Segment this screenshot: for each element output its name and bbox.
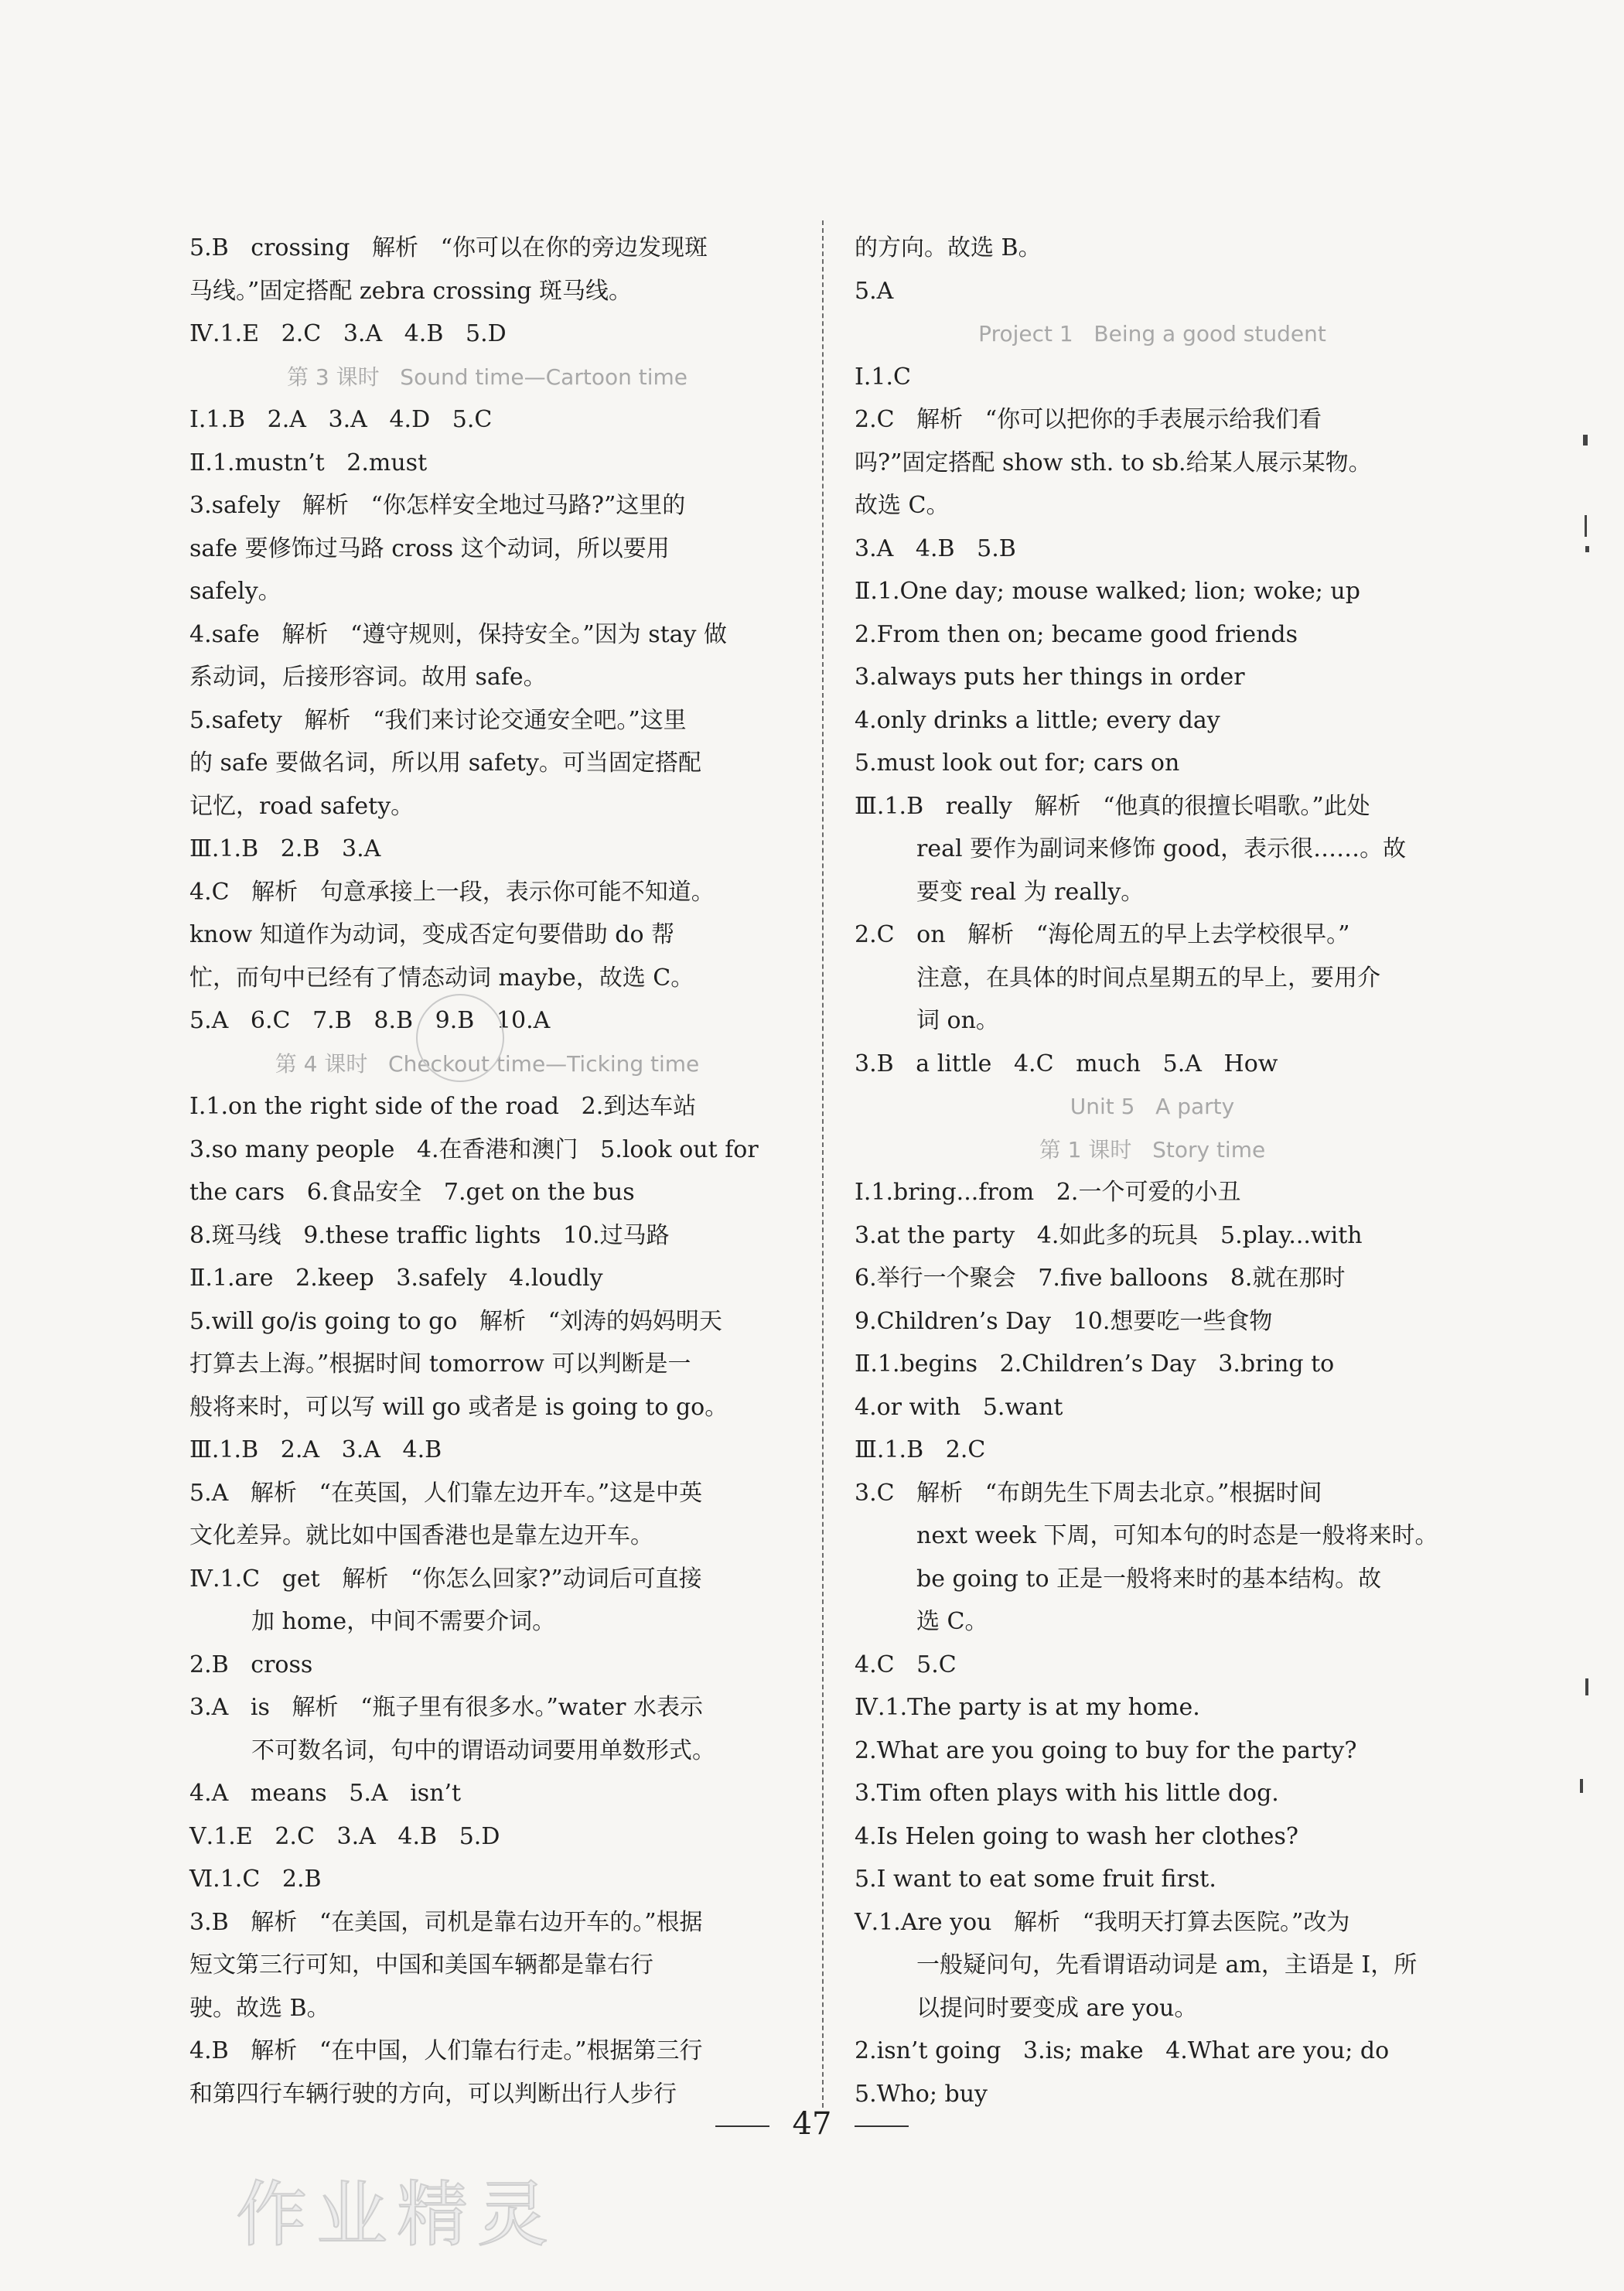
answer-line: 8.斑马线 9.these traffic lights 10.过马路	[189, 1221, 670, 1249]
answer-line: 3.at the party 4.如此多的玩具 5.play...with	[855, 1221, 1363, 1249]
answer-line: the cars 6.食品安全 7.get on the bus	[189, 1179, 635, 1206]
answer-line: 2.C on 解析 “海伦周五的早上去学校很早。”	[855, 921, 1350, 948]
answer-line: 系动词，后接形容词。故用 safe。	[189, 664, 547, 691]
answer-line: 6.举行一个聚会 7.five balloons 8.就在那时	[855, 1265, 1346, 1292]
answer-line: Ⅴ.1.E 2.C 3.A 4.B 5.D	[189, 1822, 500, 1850]
answer-line: Ⅱ.1.mustn’t 2.must	[189, 449, 428, 476]
answer-line: 3.always puts her things in order	[855, 664, 1245, 691]
answer-line: 3.safely 解析 “你怎样安全地过马路?”这里的	[189, 492, 686, 519]
column-divider	[822, 220, 824, 2108]
answer-line: Ⅲ.1.B really 解析 “他真的很擅长唱歌。”此处	[855, 792, 1370, 820]
footer-dash-right	[855, 2125, 909, 2127]
answer-line: 驶。故选 B。	[189, 1994, 330, 2022]
answer-line: 3.B 解析 “在美国，司机是靠右边开车的。”根据	[189, 1908, 703, 1936]
answer-line: 5.A 6.C 7.B 8.B 9.B 10.A	[189, 1007, 551, 1034]
section-heading: Project 1 Being a good student	[978, 321, 1326, 347]
answer-line: Ⅰ.1.bring...from 2.一个可爱的小丑	[855, 1179, 1241, 1206]
footer-dash-left	[715, 2125, 769, 2127]
answer-line: 5.I want to eat some fruit first.	[855, 1866, 1216, 1893]
answer-line: 3.A is 解析 “瓶子里有很多水。”water 水表示	[189, 1694, 704, 1721]
answer-line: 选 C。	[916, 1608, 988, 1635]
answer-line: 5.A 解析 “在英国，人们靠左边开车。”这是中英	[189, 1479, 703, 1507]
answer-line: 文化差异。就比如中国香港也是靠左边开车。	[189, 1522, 653, 1549]
answer-line: 吗?”固定搭配 show sth. to sb.给某人展示某物。	[855, 449, 1372, 476]
answer-line: 2.C 解析 “你可以把你的手表展示给我们看	[855, 406, 1322, 433]
section-heading: 第 1 课时 Story time	[1039, 1136, 1266, 1163]
answer-line: 词 on。	[916, 1007, 999, 1034]
answer-line: 忙，而句中已经有了情态动词 maybe，故选 C。	[189, 964, 694, 992]
answer-line: Ⅲ.1.B 2.C	[855, 1436, 986, 1463]
answer-line: 4.C 5.C	[855, 1651, 957, 1678]
answer-line: Ⅳ.1.C get 解析 “你怎么回家?”动词后可直接	[189, 1565, 702, 1593]
page-number: 47	[792, 2106, 832, 2142]
answer-line: 5.will go/is going to go 解析 “刘涛的妈妈明天	[189, 1307, 722, 1335]
answer-line: Ⅱ.1.are 2.keep 3.safely 4.loudly	[189, 1265, 603, 1292]
answer-line: 4.C 解析 句意承接上一段，表示你可能不知道。	[189, 878, 715, 906]
answer-line: Ⅵ.1.C 2.B	[189, 1866, 322, 1893]
answer-line: 3.Tim often plays with his little dog.	[855, 1780, 1279, 1807]
answer-line: 记忆，road safety。	[189, 792, 415, 820]
answer-line: 的方向。故选 B。	[855, 234, 1042, 261]
answer-line: 9.Children’s Day 10.想要吃一些食物	[855, 1307, 1273, 1335]
margin-mark	[1585, 546, 1589, 552]
left-column	[189, 227, 785, 2115]
answer-line: 马线。”固定搭配 zebra crossing 斑马线。	[189, 277, 633, 305]
answer-line: safe 要修饰过马路 cross 这个动词，所以要用	[189, 534, 670, 562]
answer-line: Ⅳ.1.E 2.C 3.A 4.B 5.D	[189, 320, 507, 347]
answer-line: 2.isn’t going 3.is; make 4.What are you; do	[855, 2037, 1390, 2064]
answer-line: know 知道作为动词，变成否定句要借助 do 帮	[189, 921, 675, 948]
answer-line: Ⅰ.1.C	[855, 363, 911, 391]
answer-line: 4.safe 解析 “遵守规则，保持安全。”因为 stay 做	[189, 620, 728, 648]
answer-line: 一般疑问句，先看谓语动词是 am，主语是 I，所	[916, 1951, 1418, 1979]
answer-line: Ⅱ.1.One day; mouse walked; lion; woke; up	[855, 578, 1360, 605]
answer-line: Ⅲ.1.B 2.A 3.A 4.B	[189, 1436, 442, 1463]
answer-line: 5.safety 解析 “我们来讨论交通安全吧。”这里	[189, 706, 687, 734]
right-column	[855, 227, 1450, 2115]
answer-line: 不可数名词，句中的谓语动词要用单数形式。	[251, 1736, 715, 1764]
page-footer	[0, 2101, 1624, 2147]
answer-line: 加 home，中间不需要介词。	[251, 1608, 556, 1635]
answer-line: 3.A 4.B 5.B	[855, 534, 1016, 562]
answer-line: 要变 real 为 really。	[916, 878, 1145, 906]
answer-line: 5.Who; buy	[855, 2080, 988, 2108]
answer-line: Ⅰ.1.B 2.A 3.A 4.D 5.C	[189, 406, 493, 433]
answer-line: 4.A means 5.A isn’t	[189, 1780, 462, 1807]
answer-line: 的 safe 要做名词，所以用 safety。可当固定搭配	[189, 749, 701, 777]
section-heading: 第 4 课时 Checkout time—Ticking time	[275, 1050, 700, 1077]
margin-mark	[1580, 1779, 1583, 1793]
answer-line: 短文第三行可知，中国和美国车辆都是靠右行	[189, 1951, 653, 1979]
answer-line: Ⅱ.1.begins 2.Children’s Day 3.bring to	[855, 1350, 1335, 1378]
answer-line: 注意，在具体的时间点星期五的早上，要用介	[916, 964, 1380, 992]
answer-line: 以提问时要变成 are you。	[916, 1994, 1198, 2022]
answer-line: Ⅰ.1.on the right side of the road 2.到达车站	[189, 1093, 697, 1120]
answer-line: 故选 C。	[855, 492, 950, 519]
answer-line: 4.or with 5.want	[855, 1393, 1063, 1421]
answer-line: 3.C 解析 “布朗先生下周去北京。”根据时间	[855, 1479, 1322, 1507]
answer-line: 2.What are you going to buy for the party?	[855, 1736, 1357, 1764]
answer-line: next week 下周，可知本句的时态是一般将来时。	[916, 1522, 1438, 1549]
answer-line: real 要作为副词来修饰 good，表示很……。故	[916, 835, 1407, 862]
answer-line: 打算去上海。”根据时间 tomorrow 可以判断是一	[189, 1350, 691, 1378]
answer-line: Ⅴ.1.Are you 解析 “我明天打算去医院。”改为	[855, 1908, 1350, 1936]
answer-line: be going to 正是一般将来时的基本结构。故	[916, 1565, 1382, 1593]
answer-line: 5.must look out for; cars on	[855, 749, 1180, 777]
answer-line: 和第四行车辆行驶的方向，可以判断出行人步行	[189, 2080, 677, 2108]
margin-mark	[1585, 1678, 1588, 1695]
answer-line: 5.B crossing 解析 “你可以在你的旁边发现斑	[189, 234, 708, 261]
answer-line: 4.only drinks a little; every day	[855, 706, 1220, 734]
section-heading: Unit 5 A party	[1070, 1094, 1235, 1119]
answer-line: 5.A	[855, 277, 894, 305]
answer-line: 2.B cross	[189, 1651, 313, 1678]
section-heading: 第 3 课时 Sound time—Cartoon time	[286, 364, 687, 390]
answer-line: 3.B a little 4.C much 5.A How	[855, 1050, 1278, 1077]
margin-mark	[1583, 435, 1588, 446]
answer-line: Ⅳ.1.The party is at my home.	[855, 1694, 1200, 1721]
margin-mark	[1585, 515, 1587, 537]
answer-line: 2.From then on; became good friends	[855, 620, 1298, 648]
watermark: 作业精灵	[236, 2173, 558, 2256]
answer-line: 4.B 解析 “在中国，人们靠右行走。”根据第三行	[189, 2037, 703, 2064]
answer-line: safely。	[189, 578, 281, 605]
answer-line: 4.Is Helen going to wash her clothes?	[855, 1822, 1298, 1850]
answer-line: 般将来时，可以写 will go 或者是 is going to go。	[189, 1393, 728, 1421]
faint-stamp-seal	[416, 994, 504, 1082]
answer-line: 3.so many people 4.在香港和澳门 5.look out for	[189, 1135, 759, 1163]
answer-line: Ⅲ.1.B 2.B 3.A	[189, 835, 381, 862]
